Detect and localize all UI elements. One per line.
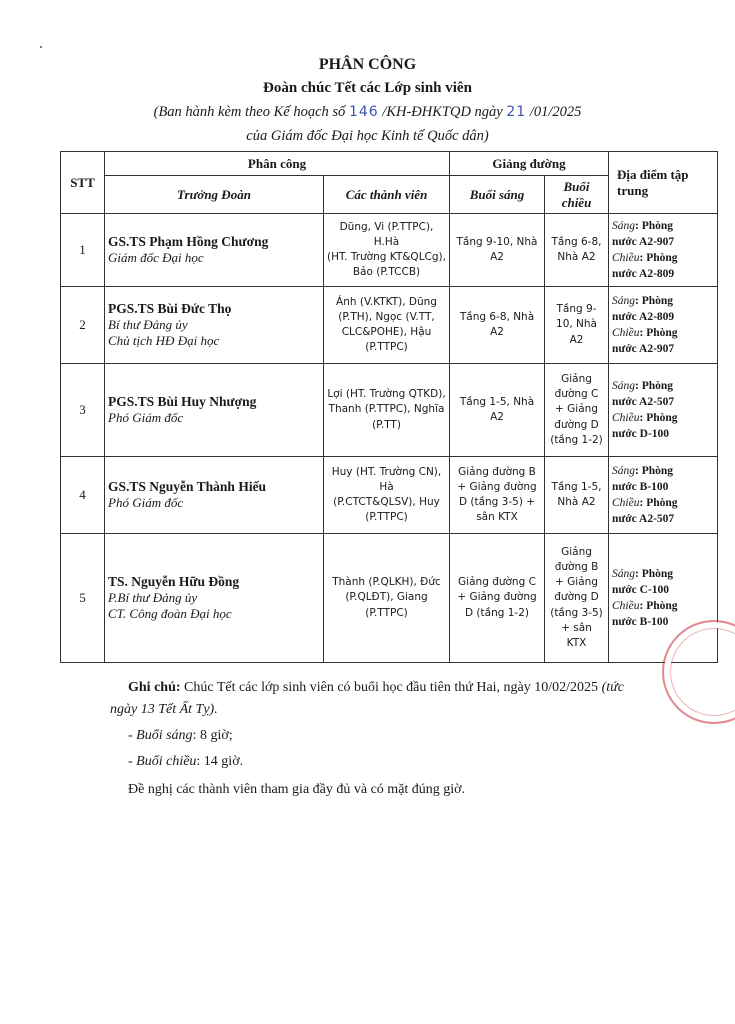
note-text: Chúc Tết các lớp sinh viên có buổi học đầu tiên thứ Hai, ngày 10/02/2025: [184, 680, 599, 695]
note-label: Ghi chú:: [128, 680, 181, 695]
plan-day: 21: [506, 104, 527, 120]
member-line: Dũng, Vi (P.TTPC), H.Hà: [339, 220, 434, 248]
location-value: Phòng: [641, 219, 674, 232]
members-cell: [324, 534, 450, 663]
afternoon-time-value: : 14 giờ.: [196, 754, 244, 769]
issuance-mid: /KH-ĐHKTQD ngày: [382, 104, 503, 120]
stt-cell: 1: [61, 214, 105, 287]
leader-cell: [105, 214, 324, 287]
location-session: Chiều: [612, 412, 640, 424]
issuance-date: /01/2025: [529, 104, 582, 120]
afternoon-line: 10, Nhà: [556, 318, 597, 331]
afternoon-line: + Giảng: [555, 576, 598, 589]
location-session: Chiều: [612, 327, 640, 339]
location-value: nước A2-809: [612, 268, 675, 281]
location-session: Chiều: [612, 600, 640, 612]
morning-line: + Giảng đường: [457, 480, 537, 493]
afternoon-time: [128, 754, 243, 770]
afternoon-line: Tầng 6-8,: [551, 235, 602, 248]
afternoon-line: đường B: [554, 560, 599, 573]
afternoon-time-label: - Buổi chiều: [128, 754, 197, 769]
issuance-prefix: (Ban hành kèm theo Kế hoạch số: [153, 104, 346, 120]
morning-time: [128, 728, 233, 744]
leader-role: Phó Giám đốc: [108, 410, 184, 425]
leader-role: Phó Giám đốc: [108, 495, 184, 510]
morning-line: D (tầng 1-2): [465, 606, 529, 619]
afternoon-cell: [545, 214, 609, 287]
member-line: Bảo (P.TCCB): [352, 266, 421, 279]
afternoon-line: Nhà A2: [557, 496, 596, 508]
member-line: (P.TTPC): [365, 511, 408, 524]
header-thanh-vien: Các thành viên: [324, 176, 450, 214]
members-cell: [324, 364, 450, 457]
header-buoi-sang: Buổi sáng: [450, 176, 545, 214]
afternoon-line: (tầng 3-5): [550, 606, 603, 619]
note-line: [128, 680, 688, 696]
location-value: Phòng: [646, 600, 678, 612]
morning-line: Tầng 9-10, Nhà: [456, 235, 538, 248]
afternoon-line: KTX: [566, 637, 587, 650]
afternoon-line: + sân: [561, 621, 592, 634]
morning-time-value: : 8 giờ;: [192, 728, 233, 743]
location-cell: Sáng: Phòng nước A2-507 Chiều: Phòng nước D-100: [609, 364, 718, 457]
header-phan-cong: Phân công: [105, 152, 450, 176]
location-value: nước A2-907: [612, 235, 675, 248]
stt-cell: 3: [61, 364, 105, 457]
location-value: Phòng: [646, 412, 678, 424]
closing-request: Đề nghị các thành viên tham gia đầy đủ và có mặt đúng giờ.: [128, 782, 466, 797]
table-row: [61, 214, 718, 287]
header-buoi-chieu: Buổi chiều: [545, 176, 609, 214]
location-value: nước A2-507: [612, 395, 675, 408]
afternoon-line: Tầng 1-5,: [551, 480, 602, 493]
afternoon-line: đường C: [554, 388, 599, 401]
afternoon-line: A2: [569, 333, 584, 346]
page-subtitle: Đoàn chúc Tết các Lớp sinh viên: [263, 80, 472, 96]
morning-line: Giảng đường C: [458, 576, 536, 589]
leader-role: Giám đốc Đại học: [108, 250, 204, 265]
leader-name: PGS.TS Bùi Huy Nhượng: [108, 394, 257, 409]
afternoon-line: Tầng 9-: [556, 303, 597, 316]
member-line: Ánh (V.KTKT), Dũng: [336, 295, 437, 308]
leader-name: PGS.TS Bùi Đức Thọ: [108, 301, 232, 316]
location-value: Phòng: [641, 294, 674, 307]
member-line: Thanh (P.TTPC), Nghĩa: [328, 403, 445, 416]
leader-cell: [105, 534, 324, 663]
issuance-line: [0, 104, 735, 121]
location-session: Sáng: [612, 464, 636, 477]
afternoon-line: đường D: [554, 418, 599, 431]
note-line-continued: ngày 13 Tết Ất Tỵ).: [110, 702, 218, 717]
member-line: CLC&POHE), Hậu: [341, 326, 432, 338]
member-line: (P.TTPC): [365, 341, 408, 354]
header-giang-duong: Giảng đường: [450, 152, 609, 176]
morning-line: Tầng 6-8, Nhà: [459, 310, 535, 323]
member-line: (HT. Trường KT&QLCg),: [327, 251, 446, 263]
morning-line: A2: [490, 411, 504, 423]
leader-cell: [105, 287, 324, 364]
morning-cell: [450, 214, 545, 287]
morning-line: A2: [490, 326, 504, 338]
speck: [40, 46, 42, 48]
location-value: nước B-100: [612, 480, 669, 493]
member-line: Lợi (HT. Trường QTKD),: [327, 388, 446, 401]
location-value: nước A2-809: [612, 310, 675, 323]
stt-cell: 5: [61, 534, 105, 663]
location-value: nước C-100: [612, 583, 670, 596]
afternoon-cell: [545, 364, 609, 457]
afternoon-line: Giảng: [561, 545, 592, 558]
header-location: Địa điểm tập trung: [609, 152, 718, 214]
table-row: [61, 457, 718, 534]
morning-line: D (tầng 3-5) +: [458, 496, 536, 508]
location-session: Chiều: [612, 497, 640, 509]
table-row: [61, 287, 718, 364]
leader-cell: [105, 457, 324, 534]
stt-cell: 4: [61, 457, 105, 534]
location-value: Phòng: [641, 379, 674, 392]
leader-role: Chủ tịch HĐ Đại học: [108, 333, 220, 348]
afternoon-line: (tầng 1-2): [550, 433, 603, 446]
location-value: nước D-100: [612, 428, 670, 441]
member-line: (P.TH), Ngọc (V.TT,: [338, 310, 435, 323]
member-line: (P.QLĐT), Giang: [345, 591, 428, 604]
note-text-italic: (tức: [601, 680, 624, 695]
location-value: Phòng: [646, 327, 678, 339]
afternoon-cell: [545, 534, 609, 663]
location-value: nước B-100: [612, 616, 669, 629]
location-value: nước A2-507: [612, 513, 675, 526]
leader-role: Bí thư Đảng ủy: [108, 317, 188, 332]
afternoon-line: đường D: [554, 591, 599, 604]
location-value: Phòng: [641, 464, 674, 477]
table-row: [61, 534, 718, 663]
location-value: Phòng: [646, 497, 678, 509]
stt-cell: 2: [61, 287, 105, 364]
member-line: (P.TTPC): [365, 606, 408, 619]
location-cell: Sáng: Phòng nước A2-809 Chiều: Phòng nước A2-907: [609, 287, 718, 364]
header-stt: STT: [61, 152, 105, 214]
leader-name: TS. Nguyễn Hữu Đồng: [108, 574, 240, 589]
morning-line: sân KTX: [476, 511, 518, 524]
afternoon-cell: [545, 457, 609, 534]
afternoon-line: Giảng: [561, 372, 592, 385]
member-line: (P.CTCT&QLSV), Huy: [333, 496, 440, 508]
location-session: Sáng: [612, 379, 636, 392]
page-title: PHÂN CÔNG: [318, 56, 417, 73]
morning-cell: [450, 364, 545, 457]
member-line: Huy (HT. Trường CN), Hà: [331, 465, 442, 493]
location-cell: Sáng: Phòng nước B-100 Chiều: Phòng nước A2-507: [609, 457, 718, 534]
location-value: Phòng: [641, 567, 674, 580]
location-session: Sáng: [612, 294, 636, 307]
table-row: [61, 364, 718, 457]
members-cell: [324, 457, 450, 534]
leader-name: GS.TS Nguyễn Thành Hiếu: [108, 479, 267, 494]
location-value: nước A2-907: [612, 343, 675, 356]
morning-line: + Giảng đường: [457, 591, 537, 604]
header-truong-doan: Trưởng Đoàn: [105, 176, 324, 214]
afternoon-cell: [545, 287, 609, 364]
morning-line: Tầng 1-5, Nhà: [459, 395, 535, 408]
leader-cell: [105, 364, 324, 457]
member-line: Thành (P.QLKH), Đức: [332, 576, 441, 589]
afternoon-line: + Giảng: [555, 403, 598, 416]
location-cell: Sáng: Phòng nước A2-907 Chiều: Phòng nước A2-809: [609, 214, 718, 287]
members-cell: [324, 287, 450, 364]
leader-name: GS.TS Phạm Hồng Chương: [108, 234, 269, 249]
morning-time-label: - Buổi sáng: [128, 728, 193, 743]
location-session: Sáng: [612, 567, 636, 580]
leader-role: P.Bí thư Đảng ủy: [108, 590, 198, 605]
morning-line: Giảng đường B: [458, 465, 536, 478]
location-value: Phòng: [646, 252, 678, 264]
afternoon-line: Nhà A2: [557, 251, 596, 263]
morning-cell: [450, 534, 545, 663]
issuer-line: của Giám đốc Đại học Kinh tế Quốc dân): [246, 128, 489, 144]
members-cell: [324, 214, 450, 287]
leader-role: CT. Công đoàn Đại học: [108, 606, 232, 621]
assignment-table: [60, 151, 718, 663]
morning-cell: [450, 457, 545, 534]
location-session: Sáng: [612, 219, 636, 232]
plan-number: 146: [348, 104, 379, 120]
location-cell: Sáng: Phòng nước C-100 Chiều: Phòng nước B-100: [609, 534, 718, 663]
member-line: (P.TT): [372, 418, 401, 431]
morning-cell: [450, 287, 545, 364]
location-session: Chiều: [612, 252, 640, 264]
morning-line: A2: [490, 251, 504, 263]
